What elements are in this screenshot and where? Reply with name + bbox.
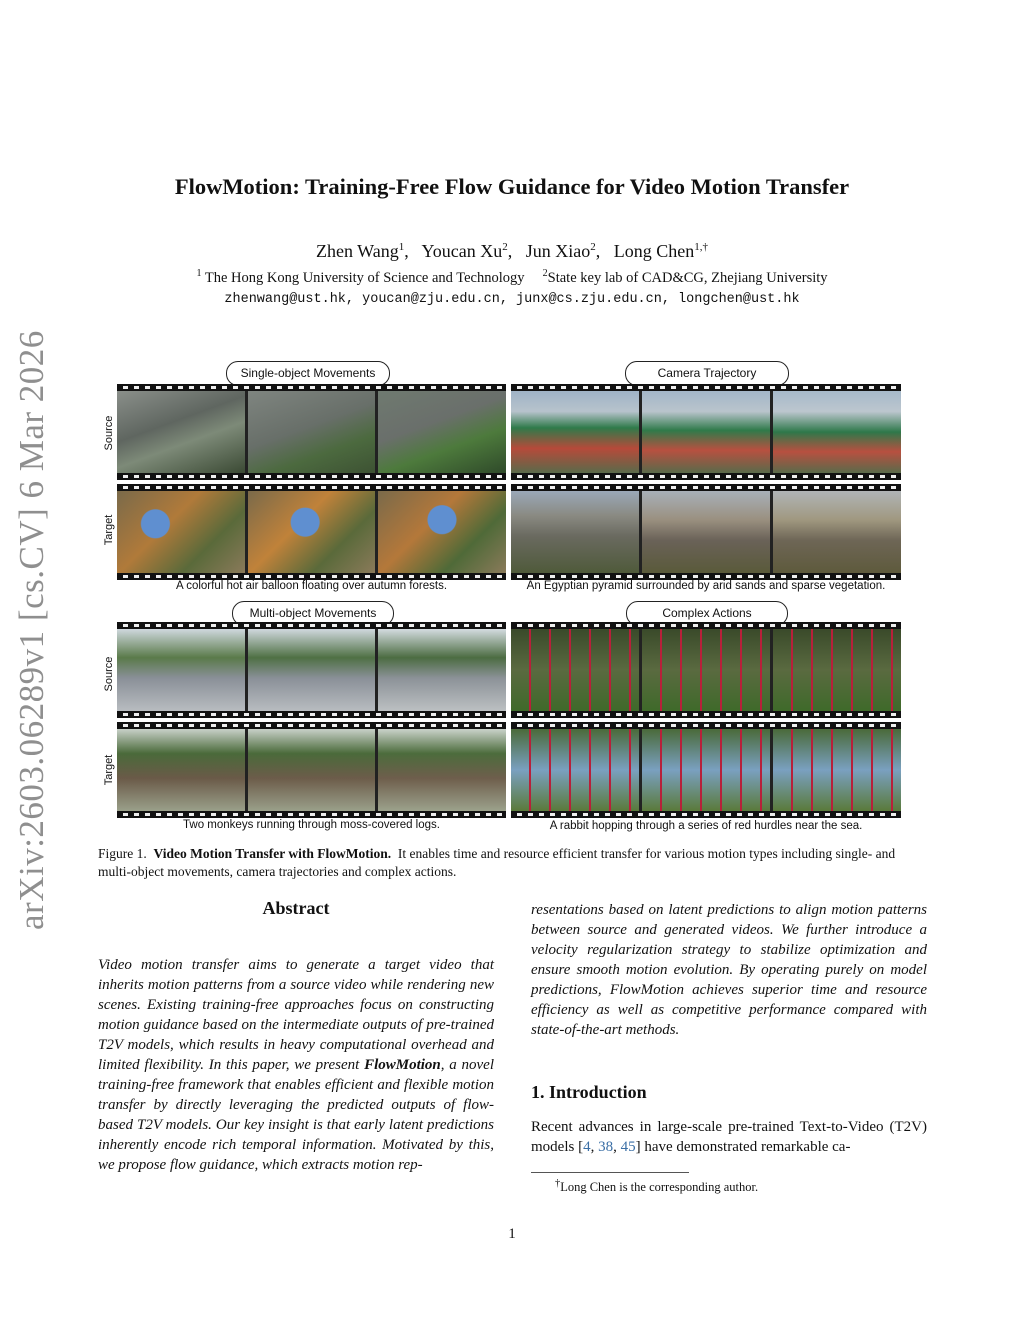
source-video-strip — [117, 622, 506, 718]
video-frame — [248, 729, 376, 811]
introduction-text: Recent advances in large-scale pre-trained Text-to-Video (T2V) models [4, 38, 45] have demonstrated remarkable ca- — [531, 1119, 927, 1155]
video-frame — [773, 491, 901, 573]
citation-link[interactable]: 4 — [583, 1139, 591, 1155]
video-frame — [511, 391, 639, 473]
page-number: 1 — [508, 1226, 516, 1242]
figure-caption: Figure 1. Video Motion Transfer with FlowMotion. It enables time and resource efficient transfer for various motion types including single- and multi-object movements, camera trajectories and complex actions. — [98, 846, 896, 879]
arxiv-identifier: arXiv:2603.06289v1 [cs.CV] 6 Mar 2026 — [12, 330, 51, 930]
target-row-label: Target — [103, 754, 115, 786]
target-video-strip — [511, 722, 901, 818]
video-frame — [773, 729, 901, 811]
author: Youcan Xu — [421, 241, 503, 261]
target-video-strip — [117, 484, 506, 580]
target-video-strip — [117, 722, 506, 818]
panel-label-camera-trajectory: Camera Trajectory — [625, 361, 789, 386]
author: Long Chen — [613, 241, 695, 261]
video-frame — [248, 629, 376, 711]
panel-caption: A rabbit hopping through a series of red hurdles near the sea. — [549, 820, 863, 832]
affiliations: $^1$ The Hong Kong University of Science and Technology $^2$State key lab of CAD&CG, Zhejiang University — [196, 268, 828, 286]
video-frame — [511, 491, 639, 573]
author: Jun Xiao — [525, 241, 591, 261]
panel-caption: Two monkeys running through moss-covered logs. — [183, 819, 440, 831]
section-heading-introduction: 1. Introduction — [531, 1082, 647, 1102]
video-frame — [378, 391, 506, 473]
video-frame — [773, 391, 901, 473]
source-row-label: Source — [103, 656, 115, 692]
video-frame — [117, 391, 245, 473]
video-frame — [642, 491, 770, 573]
video-frame — [117, 729, 245, 811]
author-list: Zhen Wang$^1$, Youcan Xu$^2$, Jun Xiao$^2$, Long Chen$^{1,\dagger}$ — [316, 241, 708, 261]
author: Zhen Wang — [316, 241, 399, 261]
citation-link[interactable]: 45 — [620, 1139, 636, 1155]
video-frame — [378, 729, 506, 811]
source-video-strip — [511, 622, 901, 718]
video-frame — [117, 491, 245, 573]
footnote: †Long Chen is the corresponding author. — [555, 1178, 759, 1195]
panel-label-complex-actions: Complex Actions — [626, 601, 788, 626]
source-video-strip — [511, 384, 901, 480]
panel-caption: A colorful hot air balloon floating over autumn forests. — [175, 580, 448, 592]
video-frame — [378, 629, 506, 711]
target-video-strip — [511, 484, 901, 580]
video-frame — [248, 491, 376, 573]
abstract-body-continued: resentations based on latent predictions to align motion patterns between source and generated videos. We further introduce a velocity regularization strategy to stabilize optimization and ensure smooth motion evolution. By operating purely on model predictions, FlowMotion achieves superior time and resource efficiency as well as competitive performance compared with state-of-the-art methods. — [531, 902, 927, 1038]
video-frame — [511, 629, 639, 711]
panel-label-single-object: Single-object Movements — [226, 361, 390, 386]
video-frame — [248, 391, 376, 473]
video-frame — [773, 629, 901, 711]
citation-link[interactable]: 38 — [598, 1139, 614, 1155]
panel-label-multi-object: Multi-object Movements — [232, 601, 394, 626]
video-frame — [511, 729, 639, 811]
paper-title: FlowMotion: Training-Free Flow Guidance for Video Motion Transfer — [174, 174, 850, 199]
source-video-strip — [117, 384, 506, 480]
panel-caption: An Egyptian pyramid surrounded by arid sands and sparse vegetation. — [526, 580, 886, 592]
video-frame — [642, 391, 770, 473]
abstract-heading: Abstract — [262, 898, 330, 918]
video-frame — [642, 629, 770, 711]
author-emails: zhenwang@ust.hk, youcan@zju.edu.cn, junx@cs.zju.edu.cn, longchen@ust.hk — [224, 292, 800, 307]
video-frame — [117, 629, 245, 711]
target-row-label: Target — [103, 514, 115, 546]
abstract-body: Video motion transfer aims to generate a target video that inherits motion patterns from a source video while rendering new scenes. Existing training-free approaches focus on constructing motion guidance based on the intermediate outputs of pre-trained T2V models, which results in heavy computational overhead and limited flexibility. In this paper, we present FlowMotion, a novel training-free framework that enables efficient and flexible motion transfer by directly leveraging the predicted outputs of flow-based T2V models. Our key insight is that early latent predictions inherently encode rich temporal information. Motivated by this, we propose flow guidance, which extracts motion rep- — [98, 957, 495, 1173]
video-frame — [378, 491, 506, 573]
video-frame — [642, 729, 770, 811]
footnote-rule — [531, 1172, 689, 1173]
source-row-label: Source — [103, 415, 115, 451]
